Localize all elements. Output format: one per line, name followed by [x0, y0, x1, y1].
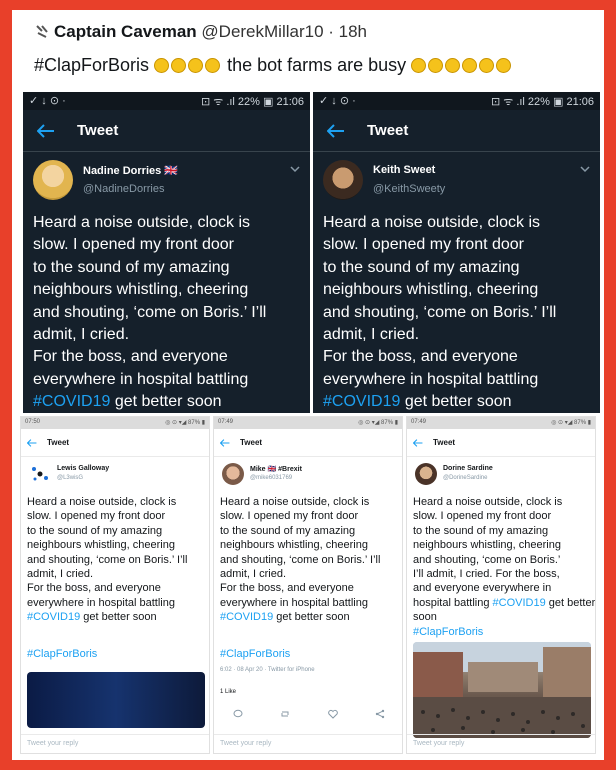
tweet-line	[27, 610, 210, 624]
tweet-line	[413, 596, 596, 625]
comment-icon[interactable]	[233, 709, 243, 719]
status-right: ⊡ ᯤ .ıl 22% ▣ 21:06	[490, 96, 594, 108]
light-phone-screenshot-1	[20, 416, 210, 754]
header-tweet	[22, 14, 597, 88]
tweet-line: and everyone everywhere in	[413, 582, 552, 595]
header-comment: the bot farms are busy	[227, 55, 407, 75]
tweet-line: and shouting, ‘come on Boris.’ I’ll	[33, 303, 267, 321]
author-name[interactable]: Dorine Sardine	[443, 465, 493, 472]
tweet-toolbar	[214, 429, 402, 457]
tweet-line: everywhere in hospital battling	[323, 370, 539, 388]
covid-hashtag[interactable]: #COVID19	[323, 393, 401, 411]
dark-phone-screenshot-1	[23, 92, 310, 413]
tweet-line: neighbours whistling, cheering	[27, 539, 175, 552]
tweet-author	[21, 461, 209, 495]
tweet-body	[27, 495, 210, 625]
tweet-body	[413, 495, 596, 639]
author-handle[interactable]: @KeithSweety	[373, 183, 446, 195]
tweet-line: slow. I opened my front door	[323, 236, 524, 254]
header-text	[34, 55, 513, 76]
tweet-meta: 6:02 · 08 Apr 20 · Twitter for iPhone	[220, 667, 315, 673]
tweet-line: Heard a noise outside, clock is	[33, 214, 250, 231]
back-arrow-icon[interactable]	[220, 439, 230, 447]
tweet-line: For the boss, and everyone	[27, 582, 161, 595]
tweet-toolbar	[407, 429, 595, 457]
like-count[interactable]: 1 Like	[220, 689, 237, 695]
reply-divider	[214, 734, 403, 735]
page-title: Tweet	[47, 438, 70, 447]
caveman-avatar-icon	[34, 23, 50, 39]
reply-input[interactable]: Tweet your reply	[413, 740, 465, 747]
back-arrow-icon[interactable]	[27, 439, 37, 447]
status-bar	[23, 92, 310, 110]
tweet-line: slow. I opened my front door	[33, 236, 234, 254]
tweet-author	[313, 160, 600, 212]
status-time: 07:49	[218, 419, 234, 425]
tweet-line	[413, 625, 596, 639]
tweet-line: I’ll admit, I cried. For the boss,	[413, 568, 560, 581]
header-author-name[interactable]: Captain Caveman	[54, 22, 197, 41]
tweet-line: admit, I cried.	[27, 568, 94, 581]
clapforboris-hashtag[interactable]: #ClapForBoris	[220, 648, 291, 660]
crowd-photo-image[interactable]	[413, 642, 591, 738]
covid-hashtag[interactable]: #COVID19	[492, 596, 546, 609]
tweet-line: slow. I opened my front door	[220, 510, 359, 523]
reply-divider	[407, 734, 596, 735]
page-title: Tweet	[367, 122, 409, 139]
tweet-line: slow. I opened my front door	[413, 510, 552, 523]
tweet-line: to the sound of my amazing	[27, 524, 163, 537]
tweet-line: everywhere in hospital battling	[33, 370, 249, 388]
tweet-line: Heard a noise outside, clock is	[27, 496, 177, 508]
avatar[interactable]	[222, 463, 244, 485]
tweet-line	[323, 391, 598, 413]
tweet-line: and shouting, ‘come on Boris.’ I’ll	[323, 303, 557, 321]
tweet-author	[407, 461, 595, 495]
street-crowd-image	[413, 642, 591, 738]
tweet-author	[214, 461, 402, 495]
author-name[interactable]: Nadine Dorries 🇬🇧	[83, 165, 178, 177]
tweet-line: and shouting, ‘come on Boris.’ I’ll	[27, 553, 188, 566]
tweet-toolbar	[23, 110, 310, 152]
author-handle[interactable]: @DorineSardine	[443, 475, 488, 481]
tweet-actions	[214, 709, 403, 719]
tweet-line: to the sound of my amazing	[33, 258, 230, 276]
tweet-line: For the boss, and everyone	[33, 348, 228, 366]
tweet-tail: get better soon	[114, 393, 222, 411]
tweet-body	[323, 212, 598, 413]
author-name[interactable]: Mike 🇬🇧 #Brexit	[250, 466, 302, 473]
tweet-body	[220, 495, 403, 625]
tweet-line: neighbours whistling, cheering	[33, 281, 249, 299]
tweet-line: neighbours whistling, cheering	[413, 539, 561, 552]
tweet-body	[33, 212, 308, 413]
tweet-line: everywhere in hospital battling	[220, 596, 368, 609]
clapforboris-hashtag[interactable]: #ClapForBoris	[413, 625, 484, 638]
status-right: ◎ ⊙ ▾◢ 87% ▮	[165, 420, 205, 426]
tweet-media-image[interactable]	[27, 672, 205, 728]
author-name[interactable]: Lewis Galloway	[57, 465, 110, 472]
page-title: Tweet	[77, 122, 119, 139]
status-time: 07:49	[411, 419, 427, 425]
header-time: · 18h	[328, 22, 368, 41]
back-arrow-icon[interactable]	[327, 124, 345, 138]
header-hashtag[interactable]: #ClapForBoris	[34, 55, 150, 75]
status-left: ✓ ↓ ⊙ ·	[319, 95, 356, 107]
avatar[interactable]	[33, 160, 73, 200]
status-right: ◎ ⊙ ▾◢ 87% ▮	[358, 420, 398, 426]
retweet-icon[interactable]	[280, 709, 290, 719]
reply-input[interactable]: Tweet your reply	[27, 740, 79, 747]
tweet-author	[23, 160, 310, 212]
covid-hashtag[interactable]: #COVID19	[27, 611, 81, 624]
tweet-line: neighbours whistling, cheering	[220, 539, 368, 552]
tweet-line: to the sound of my amazing	[220, 524, 356, 537]
heart-icon[interactable]	[328, 709, 338, 719]
author-name[interactable]: Keith Sweet	[373, 164, 436, 176]
dark-phone-screenshot-2	[313, 92, 600, 413]
tweet-line: admit, I cried.	[220, 568, 287, 581]
tweet-line: admit, I cried.	[33, 326, 130, 344]
light-phone-screenshot-3	[406, 416, 596, 754]
author-handle[interactable]: @NadineDorries	[83, 183, 165, 195]
header-author-handle[interactable]: @DerekMillar10	[201, 22, 324, 41]
page-title: Tweet	[433, 438, 456, 447]
tweet-tail: get better soon	[413, 596, 596, 624]
light-phone-screenshot-2	[213, 416, 403, 754]
tweet-line: Heard a noise outside, clock is	[220, 496, 370, 508]
tweet-line: For the boss, and everyone	[220, 582, 354, 595]
tweet-line: For the boss, and everyone	[323, 348, 518, 366]
author-handle[interactable]: @mike6031769	[250, 475, 293, 481]
tweet-line: everywhere in hospital battling	[27, 596, 175, 609]
tweet-line: and shouting, ‘come on Boris.’ I’ll	[220, 553, 381, 566]
tweet-line	[220, 610, 403, 624]
tweet-toolbar	[313, 110, 600, 152]
status-bar	[407, 417, 595, 429]
tweet-line: Heard a noise outside, clock is	[323, 214, 540, 231]
share-icon[interactable]	[375, 709, 385, 719]
laughing-emoji-icon	[154, 55, 222, 75]
author-handle[interactable]: @L3wisG	[57, 475, 84, 481]
chevron-down-icon[interactable]	[290, 166, 300, 173]
back-arrow-icon[interactable]	[37, 124, 55, 138]
tweet-line	[33, 391, 308, 413]
tweet-line: to the sound of my amazing	[413, 524, 549, 537]
header-author-line	[34, 22, 367, 42]
covid-hashtag[interactable]: #COVID19	[220, 611, 274, 624]
tweet-tail: get better soon	[83, 611, 157, 624]
reply-input[interactable]: Tweet your reply	[220, 740, 272, 747]
avatar[interactable]	[323, 160, 363, 200]
tweet-toolbar	[21, 429, 209, 457]
tweet-line: Heard a noise outside, clock is	[413, 496, 563, 508]
tweet-line: to the sound of my amazing	[323, 258, 520, 276]
avatar[interactable]	[415, 463, 437, 485]
tweet-tail: get better soon	[276, 611, 350, 624]
back-arrow-icon[interactable]	[413, 439, 423, 447]
reply-divider	[21, 734, 210, 735]
status-right: ◎ ⊙ ▾◢ 87% ▮	[551, 420, 591, 426]
status-time: 07:50	[25, 419, 41, 425]
status-bar	[214, 417, 402, 429]
tweet-line: admit, I cried.	[323, 326, 420, 344]
clapforboris-hashtag[interactable]: #ClapForBoris	[27, 648, 98, 660]
status-bar	[21, 417, 209, 429]
tweet-tail: get better soon	[404, 393, 512, 411]
status-right: ⊡ ᯤ .ıl 22% ▣ 21:06	[200, 96, 304, 108]
avatar[interactable]	[29, 463, 51, 485]
status-bar	[313, 92, 600, 110]
tweet-line-pre: hospital battling	[413, 596, 490, 609]
tweet-line: neighbours whistling, cheering	[323, 281, 539, 299]
page-title: Tweet	[240, 438, 263, 447]
covid-hashtag[interactable]: #COVID19	[33, 393, 111, 411]
dot-logo-icon	[29, 463, 51, 485]
tweet-line: slow. I opened my front door	[27, 510, 166, 523]
laughing-emoji-icon	[411, 55, 513, 75]
chevron-down-icon[interactable]	[580, 166, 590, 173]
tweet-line: and shouting, ‘come on Boris.’	[413, 553, 561, 566]
status-left: ✓ ↓ ⊙ ·	[29, 95, 66, 107]
